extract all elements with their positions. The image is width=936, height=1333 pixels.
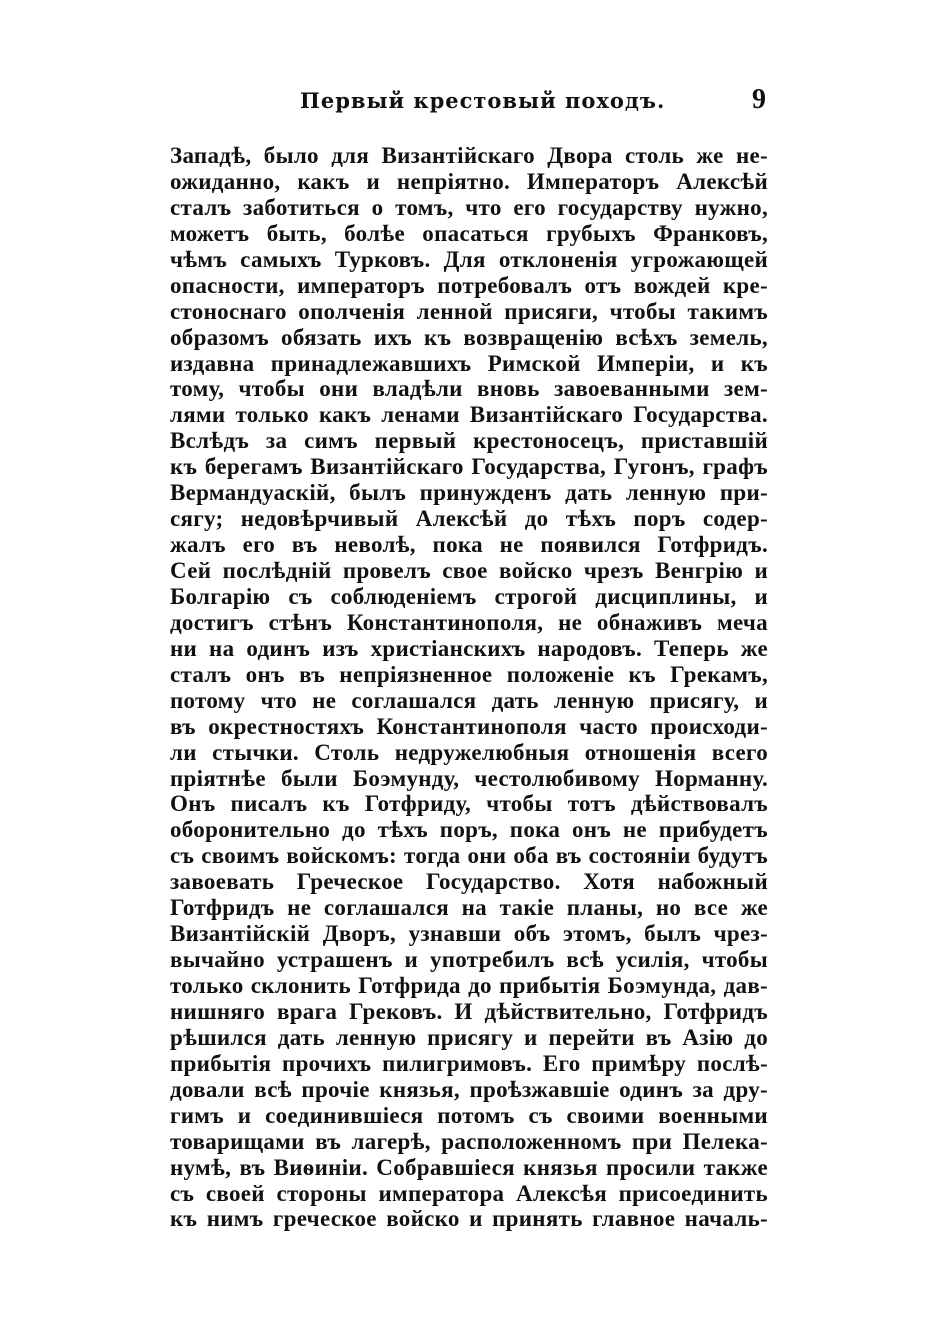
running-head	[170, 84, 770, 124]
text-line: Вермандуаскій, былъ принужденъ дать ленную при-	[170, 480, 768, 506]
text-line: лями только какъ ленами Византійскаго Государства.	[170, 402, 768, 428]
text-line: вычайно устрашенъ и употребилъ всѣ усилія, чтобы	[170, 947, 768, 973]
text-line: сталъ заботиться о томъ, что его государству нужно,	[170, 194, 768, 220]
text-line: Вслѣдъ за симъ первый крестоносецъ, приставшій	[170, 428, 768, 454]
text-line: только склонить Готфрида до прибытія Боэмунда, дав-	[170, 973, 768, 998]
text-line: рѣшился дать ленную присягу и перейти въ Азію до	[170, 1024, 768, 1050]
text-line: прибытія прочихъ пилигримовъ. Его примѣру послѣ-	[170, 1050, 768, 1076]
text-line: Сей послѣдній провелъ свое войско чрезъ Венгрію и	[170, 558, 768, 583]
text-line: ли стычки. Столь недружелюбныя отношенія всего	[170, 739, 768, 765]
text-line: Готфридъ не соглашался на такіе планы, но все же	[170, 895, 768, 921]
text-line: Онъ писалъ къ Готфриду, чтобы тотъ дѣйствовалъ	[170, 791, 768, 817]
text-line: въ окрестностяхъ Константинополя часто происходи-	[170, 713, 768, 739]
text-line: стоноснаго ополченія ленной присяги, чтобы такимъ	[170, 298, 768, 324]
page-number: 9	[752, 84, 766, 115]
text-line: сталъ онъ въ непріязненное положеніе къ Грекамъ,	[170, 661, 768, 687]
text-line: довали всѣ прочіе князья, проѣзжавшіе одинъ за дру-	[170, 1076, 768, 1102]
text-line: потому что не соглашался дать ленную присягу, и	[170, 687, 768, 713]
text-line: сягу; недовѣрчивый Алексѣй до тѣхъ поръ содер-	[170, 506, 768, 532]
text-line: Византійскій Дворъ, узнавши объ этомъ, былъ чрез-	[170, 921, 768, 947]
text-line: тому, чтобы они владѣли вновь завоеванными зем-	[170, 376, 768, 402]
text-line: гимъ и соединившіеся потомъ съ своими военными	[170, 1102, 768, 1128]
text-line: къ берегамъ Византійскаго Государства, Гугонъ, графъ	[170, 454, 768, 480]
text-line: съ своимъ войскомъ: тогда они оба въ состояніи будутъ	[170, 843, 768, 869]
body-text	[170, 143, 768, 1232]
text-line: опасности, императоръ потребовалъ отъ вождей кре-	[170, 272, 768, 298]
text-line: Болгарію съ соблюденіемъ строгой дисциплины, и	[170, 583, 768, 609]
text-line: нумѣ, въ Виѳиніи. Собравшіеся князья просили также	[170, 1154, 768, 1180]
running-title: Первый крестовый походъ.	[300, 88, 666, 113]
text-line: жалъ его въ неволѣ, пока не появился Готфридъ.	[170, 532, 768, 558]
text-line: товарищами въ лагерѣ, расположенномъ при Пелека-	[170, 1128, 768, 1154]
text-line: издавна принадлежавшихъ Римской Имперіи, и къ	[170, 350, 768, 376]
text-line: образомъ обязать ихъ къ возвращенію всѣхъ земель,	[170, 324, 768, 350]
text-line: Западѣ, было для Византійскаго Двора столь же не-	[170, 143, 768, 168]
text-line: нишняго врага Грековъ. И дѣйствительно, Готфридъ	[170, 998, 768, 1024]
text-line: пріятнѣе были Боэмунду, честолюбивому Норманну.	[170, 765, 768, 791]
text-line: достигъ стѣнъ Константинополя, не обнаживъ меча	[170, 609, 768, 635]
text-line: ни на одинъ изъ христіанскихъ народовъ. Теперь же	[170, 635, 768, 661]
text-line: ожиданно, какъ и непріятно. Императоръ Алексѣй	[170, 168, 768, 194]
text-line: можетъ быть, болѣе опасаться грубыхъ Франковъ,	[170, 220, 768, 246]
text-line: завоевать Греческое Государство. Хотя набожный	[170, 869, 768, 895]
text-line: къ нимъ греческое войско и принять главное началь-	[170, 1206, 768, 1232]
text-line: чѣмъ самыхъ Турковъ. Для отклоненія угрожающей	[170, 246, 768, 272]
text-line: оборонительно до тѣхъ поръ, пока онъ не прибудетъ	[170, 817, 768, 843]
text-line: съ своей стороны императора Алексѣя присоединить	[170, 1180, 768, 1206]
